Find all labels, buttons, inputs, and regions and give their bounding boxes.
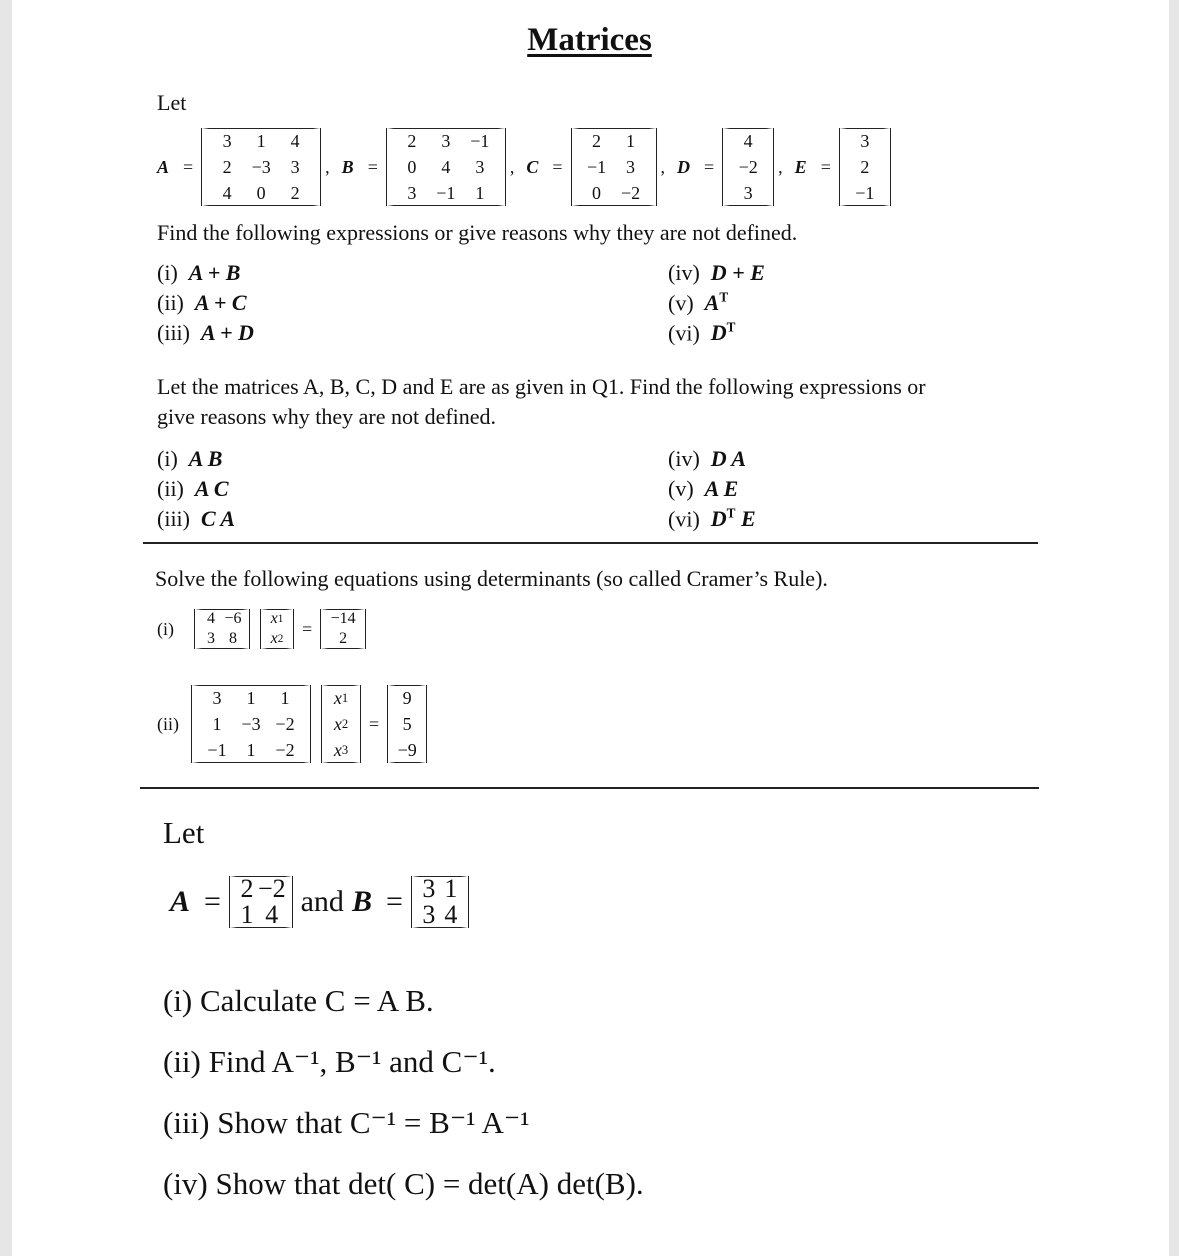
q4-matrix-a-label: A xyxy=(170,885,191,918)
matrix-cell: 2 xyxy=(592,130,602,151)
matrix-cell: −2 xyxy=(738,156,758,177)
q4-matrix-a xyxy=(229,876,293,928)
q2-item-ii: (ii) A C xyxy=(157,476,229,501)
matrix-cell: 3 xyxy=(626,156,636,177)
matrix-cell: 3 xyxy=(290,156,300,177)
q4-and: and xyxy=(300,885,344,918)
matrix-cell: −1 xyxy=(586,156,607,177)
vector-entry: x 1 xyxy=(270,610,284,627)
q3-ii-variable-vector xyxy=(321,685,361,763)
matrix-cell: −1 xyxy=(855,182,875,203)
q1-item-i: (i) A + B xyxy=(157,260,241,285)
q2-item-iii: (iii) C A xyxy=(157,506,236,531)
q1-instruction: Find the following expressions or give reasons why they are not defined. xyxy=(157,220,798,245)
matrix-cell: 1 xyxy=(280,687,290,708)
q1-item-v: (v) $A^T$ xyxy=(668,290,729,316)
matrix-cell: −1 xyxy=(436,182,456,203)
q3-i-label: (i) xyxy=(157,618,174,639)
matrix-cell: −2 xyxy=(620,182,641,203)
matrix-cell: 1 xyxy=(256,130,266,151)
matrix-cell: −1 xyxy=(207,739,227,760)
matrix-cell: 4 xyxy=(265,900,279,929)
q3-i-rhs-vector xyxy=(320,609,366,649)
q3-ii-coefficient-matrix xyxy=(191,685,311,763)
matrix-cell: 0 xyxy=(256,182,266,203)
q1-item-ii: (ii) A + C xyxy=(157,290,247,315)
q2-line-1: Let the matrices A, B, C, D and E are as given in Q1. Find the following expressions or xyxy=(157,374,926,399)
q1-let: Let xyxy=(157,90,187,115)
matrix-e xyxy=(839,128,891,206)
q3-ii-rhs-vector xyxy=(387,685,427,763)
q1-item-iii: (iii) A + D xyxy=(157,320,254,345)
matrix-cell: −6 xyxy=(224,610,242,627)
q1-matrix-row: A = 3 2 4 1 −3 0 4 3 2 , B = 2 0 3 3 4 −1 −1 3 1 , C = 2 −1 0 1 3 −2 , D = 4 −2 3 , E = 3 2 −1 xyxy=(157,128,891,206)
matrix-cell: −2 xyxy=(257,874,286,903)
matrix-cell: −3 xyxy=(241,713,261,734)
matrix-cell: −2 xyxy=(275,713,295,734)
q3-i-coefficient-matrix xyxy=(194,609,250,649)
q4-matrix-b xyxy=(411,876,469,928)
vector-entry: 9 xyxy=(402,687,412,708)
page-edge-right xyxy=(1169,0,1179,1256)
matrix-cell: 1 xyxy=(246,739,256,760)
matrix-cell: 3 xyxy=(422,900,436,929)
vector-entry: x 1 xyxy=(333,687,349,708)
q2-item-v: (v) A E xyxy=(668,476,739,501)
matrix-cell: 3 xyxy=(212,687,222,708)
page-edge-left xyxy=(0,0,12,1256)
q4-let: Let xyxy=(163,815,205,850)
matrix-cell: 4 xyxy=(222,182,232,203)
matrix-cell: −1 xyxy=(470,130,490,151)
matrix-cell: 4 xyxy=(290,130,300,151)
matrix-cell: 3 xyxy=(207,630,215,647)
q3-i-variable-vector xyxy=(260,609,294,649)
matrix-cell: 3 xyxy=(422,874,436,903)
matrix-cell: 3 xyxy=(743,182,753,203)
matrix-b-label: B xyxy=(341,156,354,177)
matrix-cell: 8 xyxy=(229,630,237,647)
matrix-d xyxy=(722,128,774,206)
matrix-cell: 4 xyxy=(441,156,451,177)
matrix-cell: 3 xyxy=(475,156,485,177)
q1-item-vi: (vi) $D^T$ xyxy=(668,320,736,346)
matrix-cell: 1 xyxy=(626,130,636,151)
matrix-cell: 3 xyxy=(441,130,451,151)
vector-entry: −9 xyxy=(397,739,417,760)
matrix-c xyxy=(571,128,657,206)
matrix-cell: 1 xyxy=(240,900,254,929)
matrix-c-label: C xyxy=(526,156,539,177)
matrix-cell: 4 xyxy=(444,900,458,929)
divider-1 xyxy=(143,542,1038,544)
matrix-cell: 4 xyxy=(743,130,753,151)
q3-equation-ii: (ii) 3 1 −1 1 −3 1 1 −2 −2 x 1 x 2 x 3 = 9 5 −9 xyxy=(157,685,427,763)
vector-entry: x 2 xyxy=(270,630,284,647)
matrix-cell: 0 xyxy=(407,156,417,177)
vector-entry: x 2 xyxy=(333,713,349,734)
q1-item-iv: (iv) D + E xyxy=(668,260,765,285)
matrix-a xyxy=(201,128,321,206)
matrix-b xyxy=(386,128,506,206)
q2-item-vi: (vi) $D^T$ E xyxy=(668,506,756,532)
matrix-cell: 4 xyxy=(207,610,215,627)
matrix-cell: 2 xyxy=(290,182,300,203)
q3-equation-i: (i) 4 3 −6 8 x 1 x 2 = −14 2 xyxy=(157,609,366,649)
matrix-cell: −2 xyxy=(275,739,295,760)
matrix-d-label: D xyxy=(677,156,691,177)
matrix-cell: 2 xyxy=(407,130,417,151)
q4-definition: A = 2 1 −2 4 and B = 3 3 1 4 xyxy=(170,876,469,928)
matrix-e-label: E xyxy=(794,156,807,177)
q4-item-i: (i) Calculate C = A B. xyxy=(163,983,434,1018)
q4-item-iv: (iv) Show that det( C) = det(A) det(B). xyxy=(163,1166,644,1201)
q4-item-ii: (ii) Find A⁻¹, B⁻¹ and C⁻¹. xyxy=(163,1044,496,1079)
q4-matrix-b-label: B xyxy=(351,885,372,918)
page-title: Matrices xyxy=(527,22,652,58)
q4-item-iii: (iii) Show that C⁻¹ = B⁻¹ A⁻¹ xyxy=(163,1105,530,1140)
matrix-cell: 3 xyxy=(407,182,417,203)
matrix-cell: 3 xyxy=(222,130,232,151)
q2-item-i: (i) A B xyxy=(157,446,223,471)
vector-entry: 2 xyxy=(339,630,348,647)
matrix-cell: 0 xyxy=(592,182,602,203)
matrix-cell: 2 xyxy=(240,874,254,903)
matrix-cell: 1 xyxy=(246,687,256,708)
matrix-cell: 3 xyxy=(860,130,870,151)
matrix-cell: 2 xyxy=(860,156,870,177)
q2-item-iv: (iv) D A xyxy=(668,446,747,471)
matrix-cell: −3 xyxy=(251,156,271,177)
matrix-cell: 1 xyxy=(212,713,222,734)
matrix-cell: 2 xyxy=(222,156,232,177)
matrix-cell: 1 xyxy=(444,874,458,903)
vector-entry: x 3 xyxy=(333,739,349,760)
q3-instruction: Solve the following equations using determinants (so called Cramer’s Rule). xyxy=(155,566,828,591)
vector-entry: −14 xyxy=(330,610,356,627)
vector-entry: 5 xyxy=(402,713,412,734)
matrix-a-label: A xyxy=(157,156,170,177)
q2-line-2: give reasons why they are not defined. xyxy=(157,404,497,429)
q3-ii-label: (ii) xyxy=(157,713,179,734)
divider-2 xyxy=(140,787,1039,789)
matrix-cell: 1 xyxy=(475,182,485,203)
